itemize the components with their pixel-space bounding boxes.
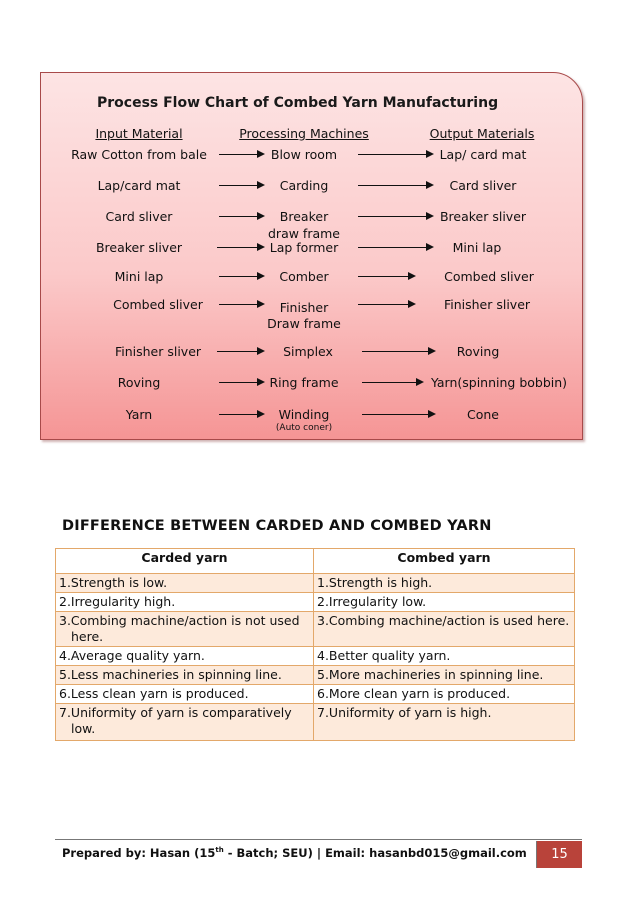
flow-machine: Ring frame	[269, 375, 339, 390]
footer-text: Prepared by: Hasan (15th - Batch; SEU) | Email: hasanbd015@gmail.com	[62, 846, 527, 860]
arrow-right-icon	[219, 300, 265, 309]
carded-cell: 5.Less machineries in spinning line.	[56, 666, 314, 685]
arrow-right-icon	[358, 243, 434, 252]
combed-cell: 3.Combing machine/action is used here.	[314, 612, 575, 647]
flow-output: Finisher sliver	[443, 297, 531, 312]
flow-input: Card sliver	[105, 209, 173, 224]
carded-cell: 1.Strength is low.	[56, 574, 314, 593]
flow-machine: Carding	[279, 178, 329, 193]
combed-cell: 5.More machineries in spinning line.	[314, 666, 575, 685]
flow-machine: Lap former	[269, 240, 339, 255]
arrow-right-icon	[358, 212, 434, 221]
flow-input: Finisher sliver	[114, 344, 202, 359]
footer-divider	[55, 839, 582, 840]
arrow-right-icon	[358, 272, 416, 281]
flow-output: Mini lap	[452, 240, 502, 255]
combed-cell: 2.Irregularity low.	[314, 593, 575, 612]
combed-cell: 7.Uniformity of yarn is high.	[314, 704, 575, 741]
column-header-combed: Combed yarn	[314, 549, 575, 574]
carded-cell: 4.Average quality yarn.	[56, 647, 314, 666]
flow-input: Combed sliver	[113, 297, 203, 312]
flow-input: Yarn	[125, 407, 153, 422]
carded-cell: 7.Uniformity of yarn is comparatively low.	[56, 704, 314, 741]
flow-input: Lap/card mat	[97, 178, 181, 193]
carded-cell: 2.Irregularity high.	[56, 593, 314, 612]
flow-chart-title: Process Flow Chart of Combed Yarn Manufacturing	[97, 95, 499, 111]
table-row	[56, 685, 575, 704]
header-output-materials: Output Materials	[429, 126, 535, 141]
arrow-right-icon	[358, 300, 416, 309]
header-processing-machines: Processing Machines	[239, 126, 369, 141]
arrow-right-icon	[219, 378, 265, 387]
arrow-right-icon	[219, 212, 265, 221]
flow-machine-note: (Auto coner)	[275, 423, 333, 433]
flow-input: Mini lap	[114, 269, 164, 284]
carded-cell: 6.Less clean yarn is produced.	[56, 685, 314, 704]
table-row	[56, 574, 575, 593]
table-row	[56, 647, 575, 666]
arrow-right-icon	[217, 243, 265, 252]
table-row	[56, 593, 575, 612]
page-number: 15	[536, 841, 582, 868]
flow-machine-line2: Draw frame	[267, 316, 341, 331]
flow-machine: Comber	[279, 269, 329, 284]
carded-cell: 3.Combing machine/action is not used here.	[56, 612, 314, 647]
flow-machine: Blow room	[270, 147, 338, 162]
arrow-right-icon	[219, 150, 265, 159]
arrow-right-icon	[358, 150, 434, 159]
flow-output: Combed sliver	[444, 269, 534, 284]
flow-output: Cone	[467, 407, 499, 422]
table-row	[56, 704, 575, 741]
flow-output: Roving	[456, 344, 500, 359]
comparison-table	[55, 548, 575, 741]
flow-machine-line2: draw frame	[268, 226, 340, 241]
combed-cell: 6.More clean yarn is produced.	[314, 685, 575, 704]
flow-input: Roving	[117, 375, 161, 390]
table-row	[56, 666, 575, 685]
arrow-right-icon	[362, 410, 436, 419]
flow-machine: Breaker	[279, 209, 329, 224]
flow-output: Lap/ card mat	[439, 147, 527, 162]
flow-output: Card sliver	[449, 178, 517, 193]
arrow-right-icon	[362, 378, 424, 387]
arrow-right-icon	[362, 347, 436, 356]
flow-output: Breaker sliver	[439, 209, 527, 224]
arrow-right-icon	[217, 347, 265, 356]
arrow-right-icon	[358, 181, 434, 190]
header-input-material: Input Material	[95, 126, 183, 141]
table-header-row	[56, 549, 575, 574]
combed-cell: 1.Strength is high.	[314, 574, 575, 593]
arrow-right-icon	[219, 410, 265, 419]
flow-input: Raw Cotton from bale	[71, 147, 207, 162]
flow-input: Breaker sliver	[95, 240, 183, 255]
arrow-right-icon	[219, 272, 265, 281]
section-heading: DIFFERENCE BETWEEN CARDED AND COMBED YARN	[62, 518, 492, 534]
flow-output: Yarn(spinning bobbin)	[430, 375, 568, 390]
arrow-right-icon	[219, 181, 265, 190]
column-header-carded: Carded yarn	[56, 549, 314, 574]
table-row	[56, 612, 575, 647]
flow-machine: Simplex	[283, 344, 333, 359]
combed-cell: 4.Better quality yarn.	[314, 647, 575, 666]
flow-machine: Winding	[278, 407, 330, 422]
flow-machine: Finisher	[279, 300, 329, 315]
